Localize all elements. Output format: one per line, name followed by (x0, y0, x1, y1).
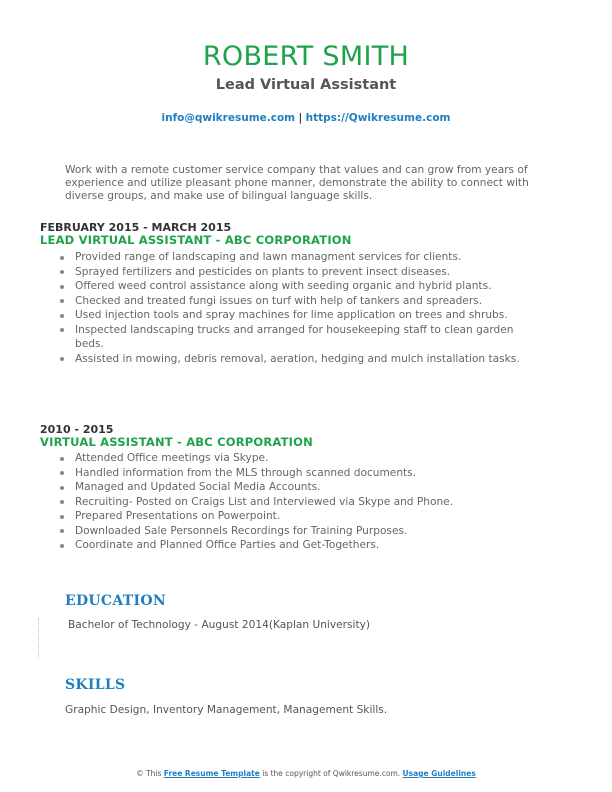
list-item: Recruiting- Posted on Craigs List and Interviewed via Skype and Phone. (58, 495, 528, 510)
experience-1-dates: FEBRUARY 2015 - MARCH 2015 (40, 221, 232, 234)
skills-heading: SKILLS (65, 677, 126, 693)
website-link[interactable]: https://Qwikresume.com (305, 112, 451, 124)
footer (0, 769, 612, 779)
contact-line (0, 111, 612, 125)
usage-guidelines-link[interactable]: Usage Guidelines (402, 769, 476, 778)
education-heading: EDUCATION (65, 593, 166, 609)
list-item: Prepared Presentations on Powerpoint. (58, 509, 528, 524)
list-item: Offered weed control assistance along with seeding organic and hybrid plants. (58, 279, 528, 294)
list-item: Inspected landscaping trucks and arranged for housekeeping staff to clean garden beds. (58, 323, 528, 352)
list-item: Sprayed fertilizers and pesticides on plants to prevent insect diseases. (58, 265, 528, 280)
skills-list: Graphic Design, Inventory Management, Management Skills. (65, 704, 388, 716)
experience-1-title: LEAD VIRTUAL ASSISTANT - ABC CORPORATION (40, 233, 352, 247)
free-resume-template-link[interactable]: Free Resume Template (163, 769, 260, 778)
experience-2-title: VIRTUAL ASSISTANT - ABC CORPORATION (40, 435, 313, 449)
contact-separator: | (298, 112, 303, 124)
list-item: Checked and treated fungi issues on turf with help of tankers and spreaders. (58, 294, 528, 309)
list-item: Used injection tools and spray machines for lime application on trees and shrubs. (58, 308, 528, 323)
list-item: Managed and Updated Social Media Accounts. (58, 480, 528, 495)
experience-1-bullets (58, 250, 528, 366)
list-item: Attended Office meetings via Skype. (58, 451, 528, 466)
list-item: Coordinate and Planned Office Parties and Get-Togethers. (58, 538, 528, 553)
footer-prefix: © This (136, 769, 162, 778)
experience-2-dates: 2010 - 2015 (40, 423, 114, 436)
list-item: Provided range of landscaping and lawn managment services for clients. (58, 250, 528, 265)
education-divider (38, 618, 39, 658)
list-item: Handled information from the MLS through scanned documents. (58, 466, 528, 481)
experience-2-bullets (58, 451, 528, 553)
education-entry: Bachelor of Technology - August 2014(Kaplan University) (68, 619, 371, 631)
list-item: Downloaded Sale Personnels Recordings for Training Purposes. (58, 524, 528, 539)
job-title: Lead Virtual Assistant (215, 77, 397, 93)
summary-paragraph: Work with a remote customer service company that values and can grow from years of experience and utilize pleasant phone manner, demonstrate the ability to connect with diverse groups, and make use of bilingual language skills. (65, 164, 529, 202)
candidate-name: ROBERT SMITH (202, 41, 410, 72)
email-link[interactable]: info@qwikresume.com (161, 112, 296, 124)
footer-middle: is the copyright of Qwikresume.com. (262, 769, 401, 778)
list-item: Assisted in mowing, debris removal, aeration, hedging and mulch installation tasks. (58, 352, 528, 367)
